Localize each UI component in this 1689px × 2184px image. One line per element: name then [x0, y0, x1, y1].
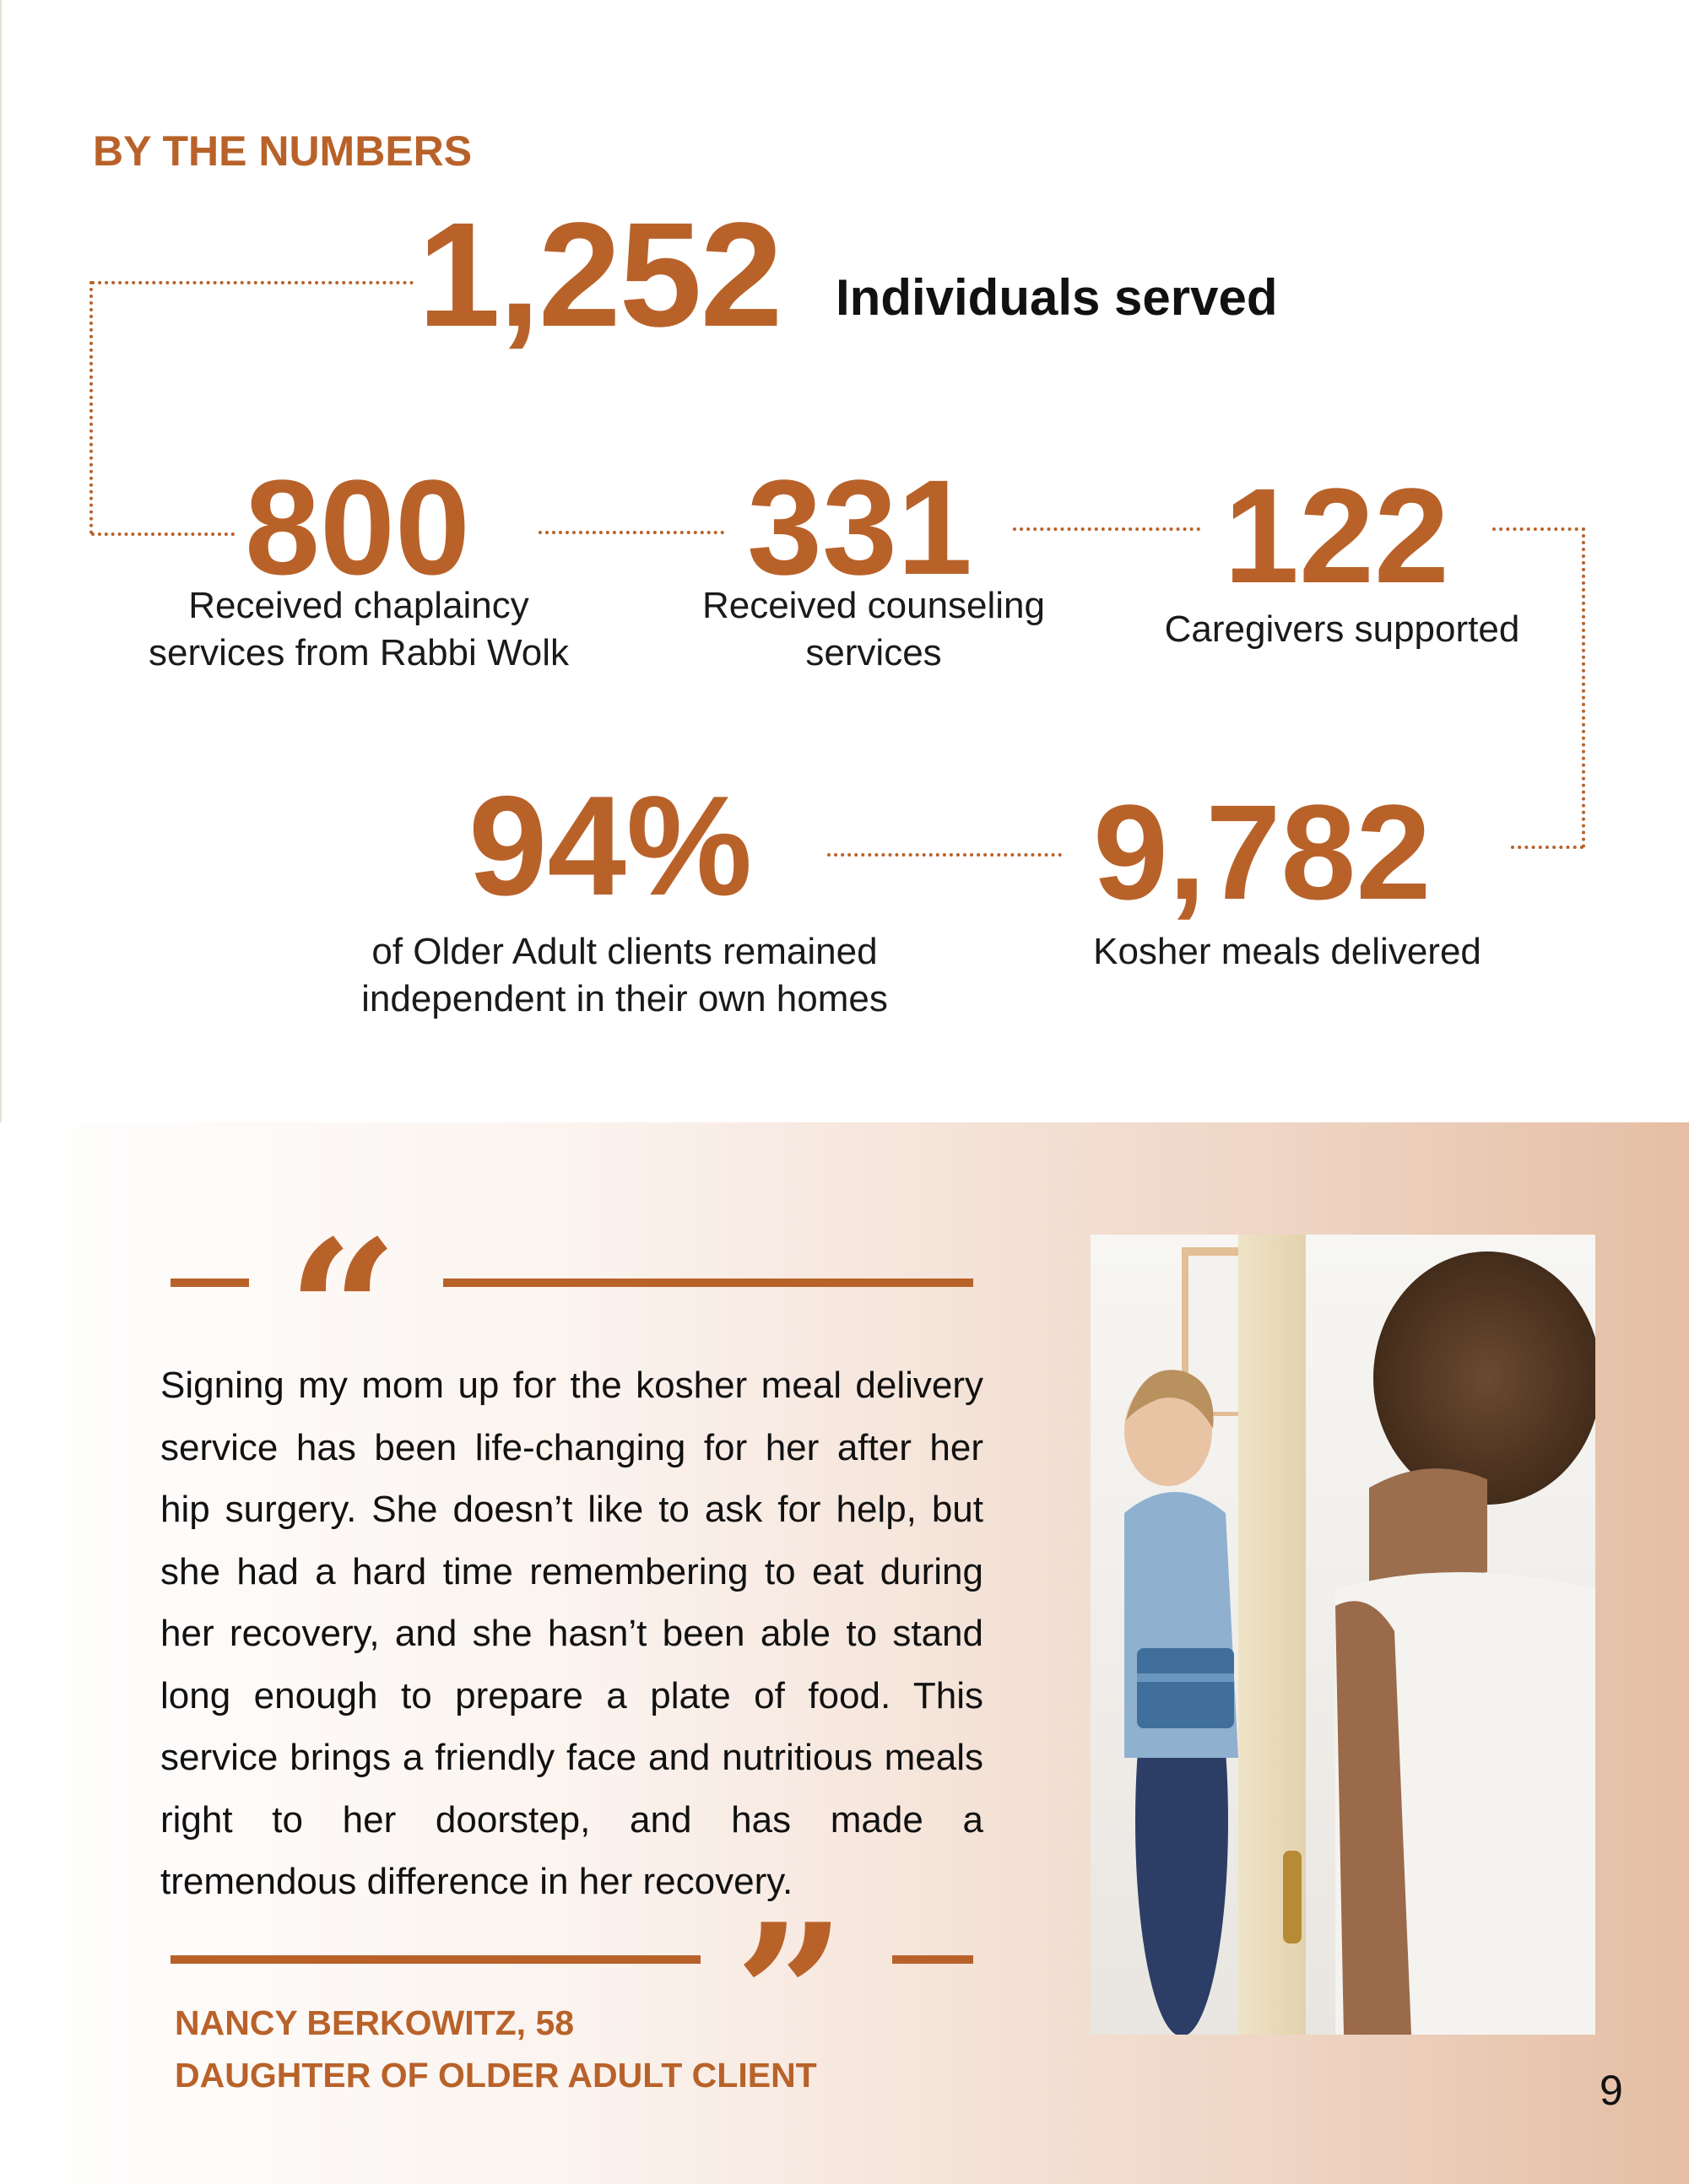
testimonial-photo [1091, 1235, 1595, 2035]
photo-door-handle [1283, 1851, 1302, 1943]
photo-hair-older [1373, 1251, 1595, 1505]
photo-gift-box [1137, 1648, 1234, 1728]
section-heading: BY THE NUMBERS [93, 127, 473, 175]
stat-caregivers-value: 122 [1224, 460, 1449, 611]
stat-independent-label-line1: of Older Adult clients remained [371, 931, 878, 972]
stat-counseling-label-line2: services [805, 632, 942, 673]
quote-rule-top-left [171, 1279, 249, 1287]
stat-counseling-label [667, 582, 1080, 677]
stat-independent-label [321, 928, 928, 1023]
photo-illustration [1091, 1235, 1595, 2035]
quote-rule-bottom-left [171, 1955, 701, 1964]
stat-counseling-value: 331 [747, 451, 972, 603]
page-edge-rule [0, 0, 2, 1169]
stat-individuals-label: Individuals served [836, 269, 1278, 326]
close-quote-icon: ” [734, 1882, 847, 2110]
testimonial-author-role: DAUGHTER OF OLDER ADULT CLIENT [175, 2056, 817, 2095]
connector-right-to-9782 [1511, 846, 1583, 849]
stat-independent-label-line2: independent in their own homes [361, 978, 888, 1019]
stat-chaplaincy-value: 800 [245, 451, 470, 603]
stat-individuals-value: 1,252 [418, 192, 782, 358]
testimonial-text: Signing my mom up for the kosher meal delivery service has been life-changing for her after her hip surgery. She doesn’t like to ask for help, but she had a hard time remembering to eat during her recovery, and she hasn’t been able to stand long enough to prepare a plate of food. This service brings a friendly face and nutritious meals right to her doorstep, and has made a tremendous difference in her recovery. [160, 1365, 983, 1902]
stat-chaplaincy-label [127, 582, 591, 677]
stat-independent-value: 94% [468, 766, 753, 925]
stat-meals-value: 9,782 [1093, 776, 1432, 927]
open-quote-icon: “ [287, 1198, 399, 1426]
page-number: 9 [1600, 2067, 1623, 2114]
connector-right-vertical [1582, 527, 1585, 848]
quote-rule-bottom-right [892, 1955, 973, 1964]
connector-top [91, 281, 414, 284]
stat-chaplaincy-label-line1: Received chaplaincy [188, 585, 529, 626]
stat-meals-label: Kosher meals delivered [1093, 931, 1481, 972]
stat-caregivers-label: Caregivers supported [1164, 608, 1520, 650]
connector-94-to-9782 [827, 853, 1062, 857]
stat-counseling-label-line1: Received counseling [701, 585, 1046, 626]
connector-800-to-331 [539, 531, 724, 534]
stat-chaplaincy-label-line2: services from Rabbi Wolk [149, 632, 569, 673]
quote-rule-top-right [443, 1279, 973, 1287]
connector-331-to-122 [1013, 527, 1200, 531]
connector-122-right [1492, 527, 1585, 531]
connector-left-to-800 [91, 532, 235, 536]
testimonial-author: NANCY BERKOWITZ, 58 [175, 2003, 575, 2042]
connector-left-vertical [89, 281, 93, 534]
photo-neck [1369, 1468, 1487, 1589]
photo-gift-ribbon [1137, 1673, 1234, 1682]
